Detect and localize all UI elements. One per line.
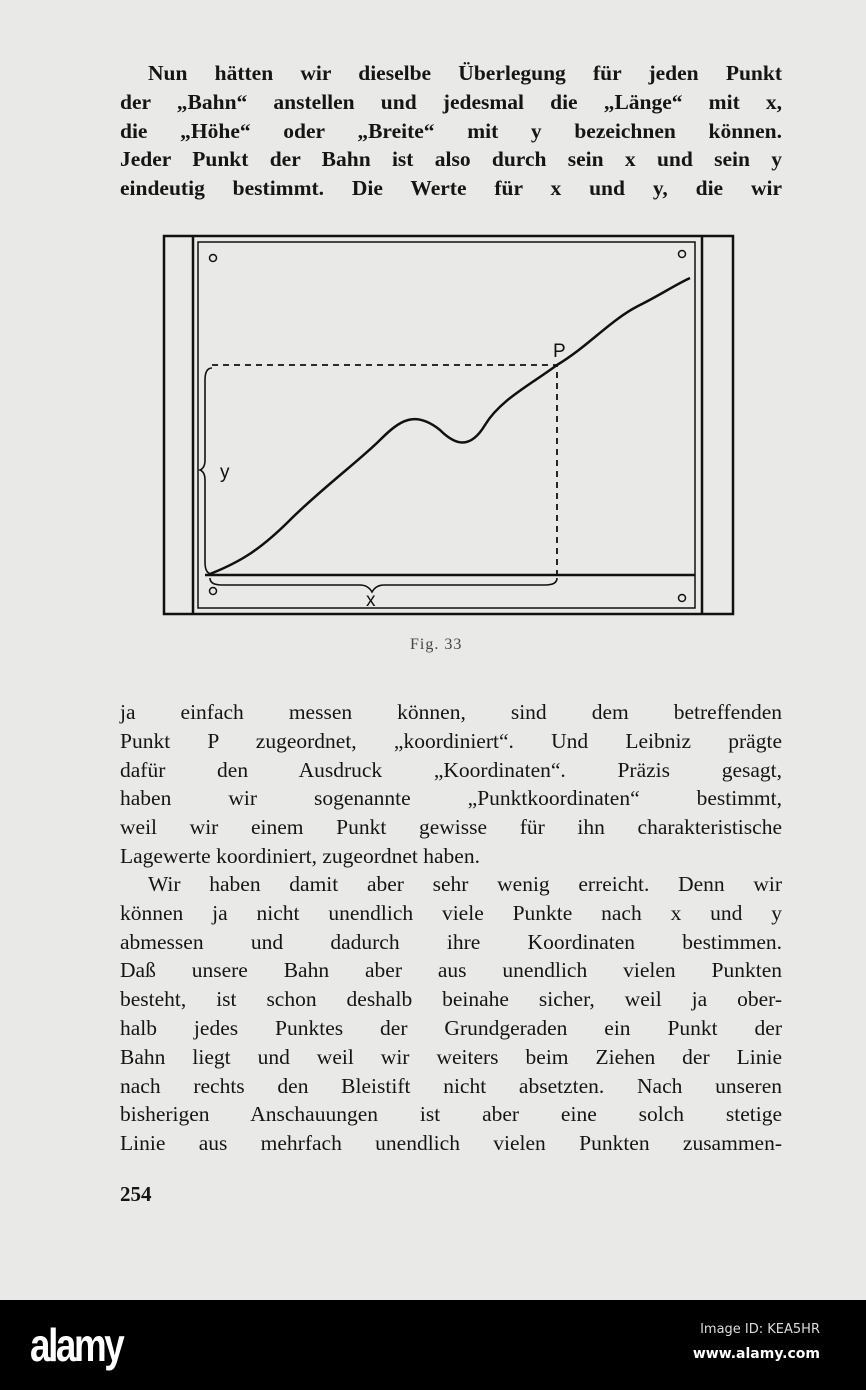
text-line: Linie aus mehrfach unendlich vielen Punkten zusammen- (120, 1131, 782, 1156)
text-line: ja einfach messen können, sind dem betreffenden (120, 700, 782, 724)
text-line: Wir haben damit aber sehr wenig erreicht. Denn wir (148, 872, 782, 896)
image-id: Image ID: KEA5HR (700, 1322, 820, 1337)
text-line: können ja nicht unendlich viele Punkte nach x und y (120, 900, 782, 925)
watermark-url: www.alamy.com (692, 1346, 820, 1362)
paragraph-1 (120, 59, 782, 203)
text-line: bisherigen Anschauungen ist aber eine solch stetige (120, 1102, 782, 1127)
figure-caption: Fig. 33 (410, 636, 463, 653)
watermark-footer (0, 1300, 866, 1390)
text-line: Punkt P zugeordnet, „koordiniert“. Und Leibniz prägte (120, 728, 782, 753)
text-line: Daß unsere Bahn aber aus unendlich vielen Punkten (120, 958, 782, 983)
text-line: haben wir sogenannte „Punktkoordinaten“ bestimmt, (120, 786, 782, 811)
paragraph-2 (120, 698, 782, 871)
text-line: dafür den Ausdruck „Koordinaten“. Präzis gesagt, (120, 757, 782, 782)
text-line: Bahn liegt und weil wir weiters beim Ziehen der Linie (120, 1044, 782, 1069)
text-line: eindeutig bestimmt. Die Werte für x und y, die wir (120, 176, 782, 201)
point-p-label: P (553, 341, 566, 362)
text-line: die „Höhe“ oder „Breite“ mit y bezeichnen können. (120, 118, 782, 143)
page-number: 254 (120, 1182, 152, 1206)
x-label: x (366, 590, 376, 611)
text-line: Lagewerte koordiniert, zugeordnet haben. (120, 843, 480, 868)
figure-coordinate-board (160, 232, 740, 622)
text-line: Nun hätten wir dieselbe Überlegung für jeden Punkt (148, 61, 782, 85)
curve-path (210, 278, 690, 574)
alamy-logo: alamy (30, 1319, 123, 1371)
paragraph-3 (120, 870, 782, 1158)
text-line: weil wir einem Punkt gewisse für ihn charakteristische (120, 815, 782, 840)
text-line: besteht, ist schon deshalb beinahe sicher, weil ja ober- (120, 987, 782, 1012)
text-line: Jeder Punkt der Bahn ist also durch sein x und sein y (120, 147, 782, 172)
text-line: der „Bahn“ anstellen und jedesmal die „Länge“ mit x, (120, 89, 782, 114)
y-label: y (220, 462, 230, 483)
text-line: nach rechts den Bleistift nicht absetzten. Nach unseren (120, 1073, 782, 1098)
outer-frame (164, 236, 733, 614)
x-brace (210, 578, 557, 592)
y-brace (200, 368, 212, 574)
text-line: abmessen und dadurch ihre Koordinaten bestimmen. (120, 929, 782, 954)
text-line: halb jedes Punktes der Grundgeraden ein Punkt der (120, 1015, 782, 1040)
